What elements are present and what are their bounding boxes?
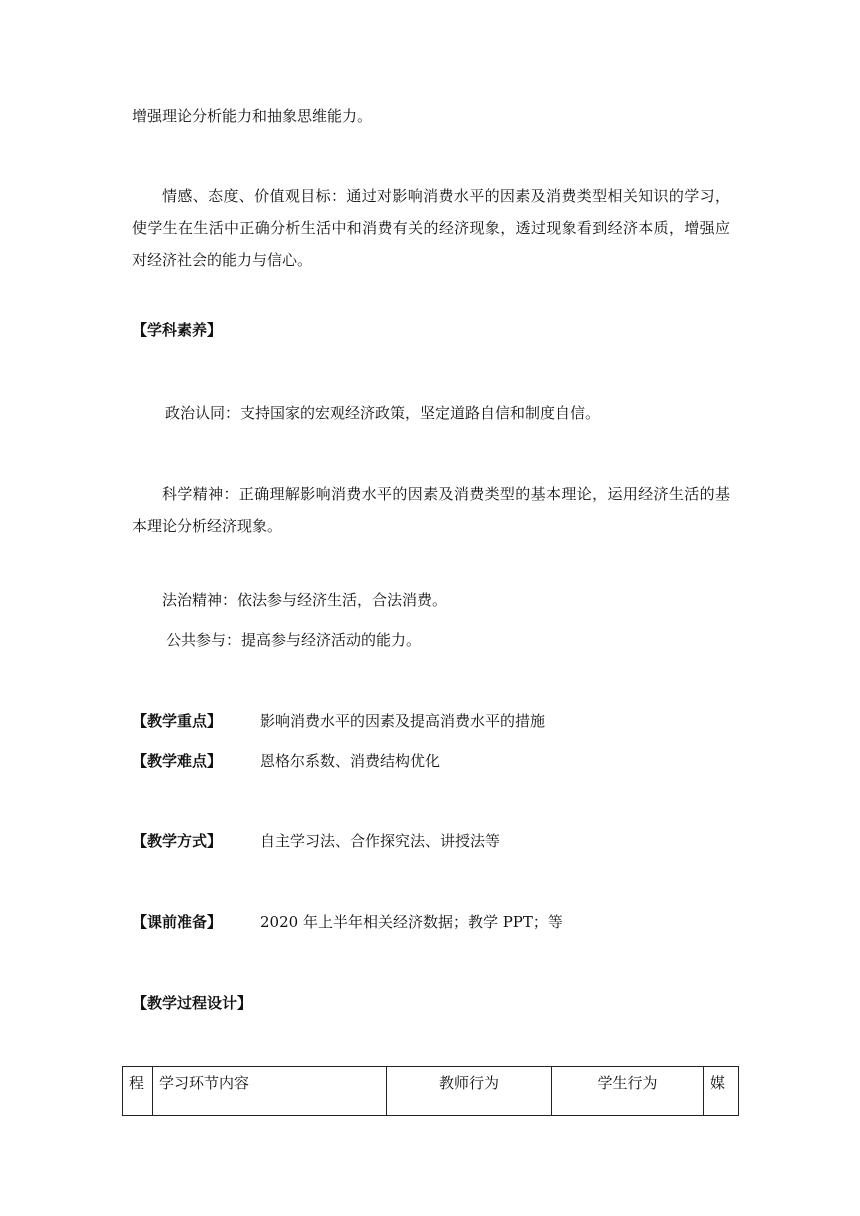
table-header-row	[123, 1067, 739, 1116]
objective-tail: 增强理论分析能力和抽象思维能力。	[132, 107, 373, 125]
table-header-cell: 学习环节内容	[153, 1067, 387, 1116]
table-header-cell: 程	[123, 1067, 153, 1116]
method-value: 自主学习法、合作探究法、讲授法等	[260, 832, 501, 850]
literacy-law: 法治精神：依法参与经济生活，合法消费。	[162, 591, 448, 609]
literacy-science: 科学精神：正确理解影响消费水平的因素及消费类型的基本理论，运用经济生活的基本理论分析经济现象。	[132, 485, 730, 535]
prep-row	[132, 912, 563, 932]
key-point-value: 影响消费水平的因素及提高消费水平的措施	[260, 712, 546, 730]
literacy-political: 政治认同：支持国家的宏观经济政策，坚定道路自信和制度自信。	[165, 404, 601, 422]
method-row	[132, 831, 500, 851]
prep-label: 【课前准备】	[132, 913, 223, 931]
process-table	[122, 1066, 739, 1116]
process-heading: 【教学过程设计】	[132, 994, 253, 1012]
table-header-cell: 媒	[704, 1067, 739, 1116]
prep-value: 2020 年上半年相关经济数据；教学 PPT；等	[260, 913, 563, 931]
emotion-objective: 情感、态度、价值观目标：通过对影响消费水平的因素及消费类型相关知识的学习，使学生在生活中正确分析生活中和消费有关的经济现象，透过现象看到经济本质，增强应对经济社会的能力与信心。	[132, 187, 730, 269]
difficulty-value: 恩格尔系数、消费结构优化	[260, 752, 441, 770]
table-header-cell: 教师行为	[387, 1067, 552, 1116]
method-label: 【教学方式】	[132, 832, 223, 850]
literacy-heading: 【学科素养】	[132, 321, 223, 339]
key-point-label: 【教学重点】	[132, 712, 223, 730]
literacy-public: 公共参与：提高参与经济活动的能力。	[166, 631, 422, 649]
key-point-row	[132, 711, 545, 731]
difficulty-label: 【教学难点】	[132, 752, 223, 770]
table-header-cell: 学生行为	[552, 1067, 704, 1116]
difficulty-row	[132, 751, 440, 771]
